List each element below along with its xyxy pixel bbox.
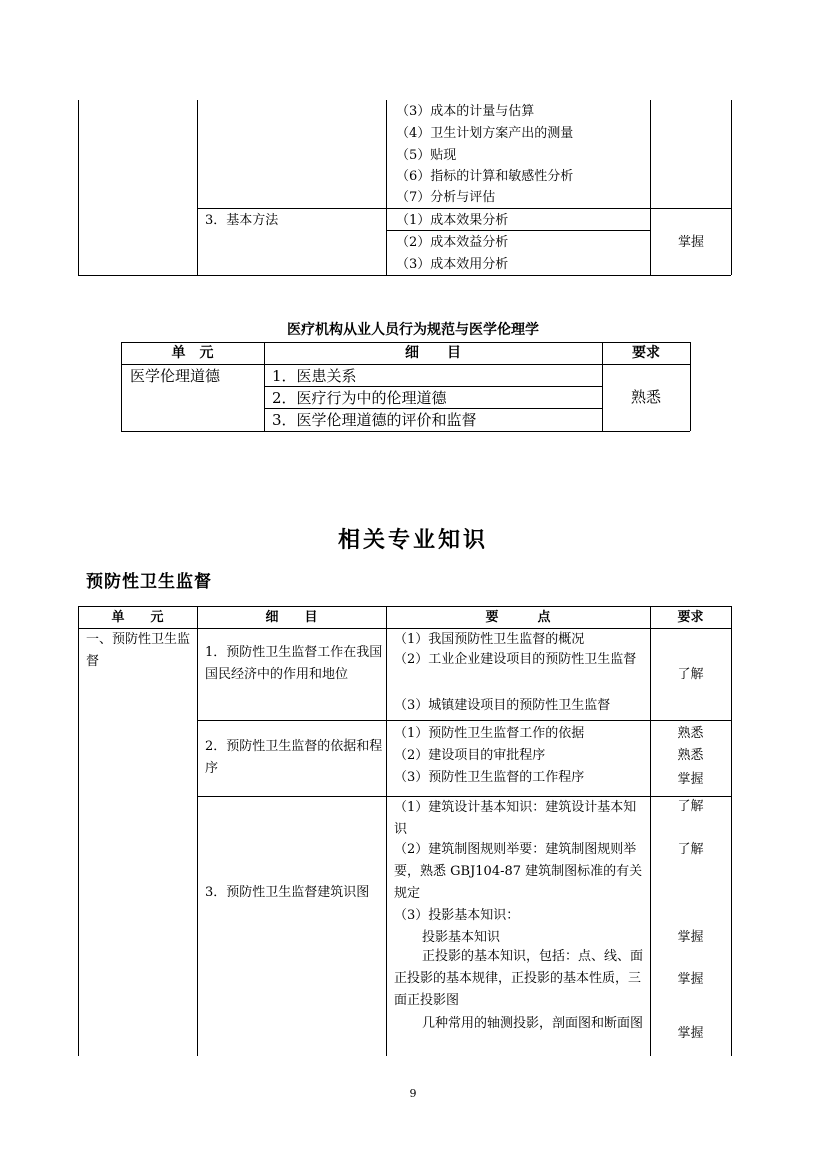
ethics-unit: 医学伦理道德: [130, 367, 221, 385]
row1-point-1: （1）我国预防性卫生监督的概况: [394, 632, 585, 647]
row1-detail: 1．预防性卫生监督工作在我国国民经济中的作用和地位: [205, 645, 383, 682]
row2-point-3: （3）预防性卫生监督的工作程序: [394, 770, 585, 785]
method-item-2: （2）成本效益分析: [396, 235, 509, 250]
ethics-title: 医疗机构从业人员行为规范与医学伦理学: [287, 322, 539, 338]
row1-point-3: （3）城镇建设项目的预防性卫生监督: [394, 698, 611, 713]
main-header-req: 要求: [677, 610, 704, 625]
ethics-header-req: 要求: [632, 345, 660, 361]
cost-item-7: （7）分析与评估: [396, 190, 496, 205]
method-label: 3．基本方法: [205, 213, 279, 228]
row1-point-2: （2）工业企业建设项目的预防性卫生监督: [394, 652, 637, 667]
method-item-3: （3）成本效用分析: [396, 257, 509, 272]
row3-point-3c: 几种常用的轴测投影，剖面图和断面图: [422, 1016, 644, 1031]
cost-item-5: （5）贴现: [396, 148, 457, 163]
ethics-item-3: 3．医学伦理道德的评价和监督: [272, 411, 477, 429]
row2-req-3: 掌握: [677, 772, 704, 787]
row2-point-1: （1）预防性卫生监督工作的依据: [394, 726, 585, 741]
row3-point-1: （1）建筑设计基本知识：建筑设计基本知识: [394, 800, 637, 837]
row3-detail-line: [205, 884, 369, 901]
row3-point-2: （2）建筑制图规则举要：建筑制图规则举要，熟悉 GBJ104-87 建筑制图标准的有关规定: [394, 842, 643, 901]
ethics-requirement: 熟悉: [630, 388, 661, 406]
row3-req-3: 掌握: [677, 930, 704, 945]
ethics-header-detail: 细 目: [405, 345, 461, 361]
method-requirement: 掌握: [678, 235, 705, 250]
ethics-header-unit: 单 元: [171, 345, 214, 361]
ethics-item-2: 2．医疗行为中的伦理道德: [272, 389, 447, 407]
row3-point-3a: 投影基本知识: [422, 930, 501, 945]
row2-detail: 2．预防性卫生监督的依据和程序: [205, 739, 383, 776]
main-header-points: 要 点: [485, 610, 551, 625]
cost-item-6: （6）指标的计算和敏感性分析: [396, 169, 574, 184]
row3-req-1: 了解: [677, 799, 704, 814]
row3-detail: 3．预防性卫生监督建筑识图: [205, 885, 370, 900]
cost-item-4: （4）卫生计划方案产出的测量: [396, 126, 574, 141]
row2-point-2: （2）建设项目的审批程序: [394, 748, 546, 763]
row3-point-3: （3）投影基本知识：: [394, 908, 520, 923]
page-number: 9: [409, 1087, 417, 1100]
row3-point-3b: 正投影的基本知识，包括：点、线、面正投影的基本规律，正投影的基本性质，三面正投影图: [394, 949, 644, 1008]
section-title: 相关专业知识: [337, 528, 488, 553]
subsection-title: 预防性卫生监督: [86, 572, 212, 592]
row2-req-1: 熟悉: [677, 726, 704, 741]
main-header-unit: 单 元: [111, 610, 164, 625]
cost-item-3: （3）成本的计量与估算: [396, 104, 535, 119]
row1-requirement: 了解: [677, 667, 704, 682]
method-item-1: （1）成本效果分析: [396, 213, 509, 228]
main-unit: 一、预防性卫生监督: [86, 632, 191, 669]
row2-req-2: 熟悉: [677, 748, 704, 763]
row3-req-4: 掌握: [677, 972, 704, 987]
row3-req-5: 掌握: [677, 1026, 704, 1041]
row3-req-2: 了解: [677, 842, 704, 857]
ethics-item-1: 1．医患关系: [272, 367, 357, 385]
main-header-detail: 细 目: [265, 610, 318, 625]
